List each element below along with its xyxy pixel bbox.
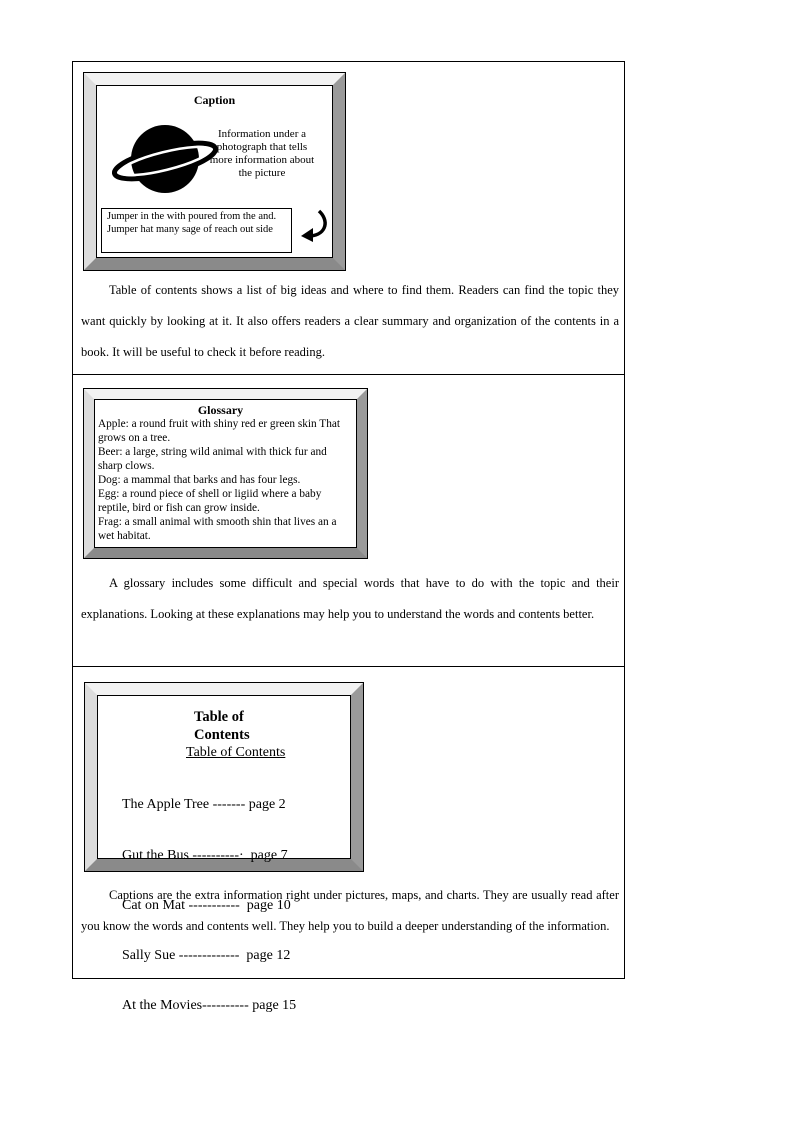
glossary-row	[73, 374, 624, 666]
toc-entry: Cat on Mat ----------- page 10	[122, 897, 291, 913]
content-table	[72, 61, 625, 1013]
caption-title: Caption	[193, 93, 236, 107]
caption-row	[73, 62, 624, 374]
glossary-title: Glossary	[197, 403, 244, 417]
glossary-entry: Apple: a round fruit with shiny red er green skin That grows on a tree.	[98, 418, 340, 444]
toc-subtitle: Table of Contents	[186, 745, 286, 760]
glossary-list	[98, 417, 353, 543]
toc-paragraph: Captions are the extra information right under pictures, maps, and charts. They are usually read after you know the words and contents well. They help you to build a deeper understanding of the information.	[81, 888, 619, 933]
caption-frame	[83, 72, 346, 271]
caption-info: Information under a photograph that tells more information about the picture	[209, 128, 315, 179]
toc-entry: At the Movies---------- page 15	[122, 997, 297, 1013]
toc-entry: Gut the Bus ----------· page 7	[122, 847, 288, 863]
toc-row	[73, 666, 624, 1013]
toc-entry: Sally Sue ------------- page 12	[122, 947, 291, 963]
toc-panel	[97, 695, 351, 1013]
toc-heading-line1: Table of	[194, 709, 244, 725]
glossary-entry: Frag: a small animal with smooth shin that lives an a wet habitat.	[98, 516, 337, 542]
caption-paragraph: Table of contents shows a list of big ideas and where to find them. Readers can find the topic they want quickly by looking at it. It also offers readers a clear summary and organization of the contents in a book. It will be useful to check it before reading.	[81, 283, 619, 359]
toc-entry: The Apple Tree ------- page 2	[122, 797, 286, 813]
glossary-entry: Dog: a mammal that barks and has four legs.	[98, 474, 301, 486]
glossary-panel	[94, 399, 357, 548]
toc-heading	[194, 708, 250, 744]
glossary-frame	[83, 388, 368, 559]
curved-arrow-icon	[297, 208, 331, 242]
glossary-entry: Beer: a large, string wild animal with thick fur and sharp clows.	[98, 446, 327, 472]
toc-heading-line2: Contents	[194, 727, 250, 743]
planet-icon	[112, 124, 218, 194]
caption-sample-box: Jumper in the with poured from the and. Jumper hat many sage of reach out side	[101, 208, 292, 253]
glossary-paragraph: A glossary includes some difficult and special words that have to do with the topic and their explanations. Looking at these explanations may help you to understand the words and contents better.	[81, 576, 619, 621]
glossary-entry: Egg: a round piece of shell or ligiid where a baby reptile, bird or fish can grow inside.	[98, 488, 322, 514]
caption-panel	[96, 85, 333, 258]
